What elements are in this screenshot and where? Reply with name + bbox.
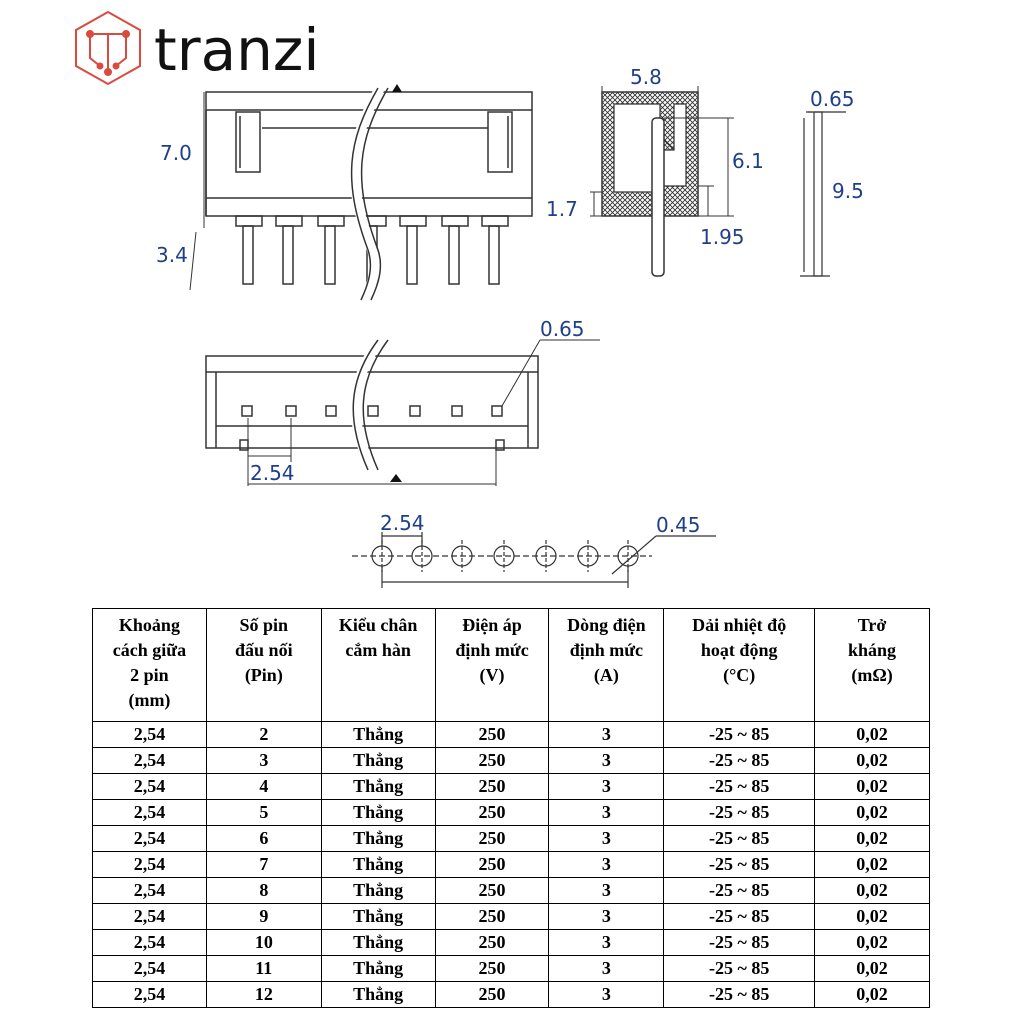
dim-side-left: 1.7 bbox=[546, 197, 578, 221]
top-view bbox=[206, 340, 538, 470]
cell-voltage: 250 bbox=[435, 800, 549, 826]
table-row bbox=[93, 982, 930, 1008]
cell-pin-type: Thẳng bbox=[321, 748, 435, 774]
cell-current: 3 bbox=[549, 748, 664, 774]
cell-temperature: -25 ~ 85 bbox=[664, 904, 815, 930]
cell-pitch: 2,54 bbox=[93, 774, 207, 800]
cell-pin-type: Thẳng bbox=[321, 774, 435, 800]
cell-pin-count: 6 bbox=[206, 826, 321, 852]
table-header-row bbox=[93, 609, 930, 722]
cell-resistance: 0,02 bbox=[815, 878, 930, 904]
cell-voltage: 250 bbox=[435, 878, 549, 904]
cell-resistance: 0,02 bbox=[815, 774, 930, 800]
table-row bbox=[93, 904, 930, 930]
dim-hole-diameter: 0.45 bbox=[656, 513, 701, 537]
cell-resistance: 0,02 bbox=[815, 930, 930, 956]
cell-pin-type: Thẳng bbox=[321, 956, 435, 982]
cell-current: 3 bbox=[549, 956, 664, 982]
cell-pin-count: 7 bbox=[206, 852, 321, 878]
header-pitch: Khoảng cách giữa 2 pin (mm) bbox=[93, 609, 207, 722]
table-row bbox=[93, 774, 930, 800]
cell-voltage: 250 bbox=[435, 956, 549, 982]
cell-pin-count: 5 bbox=[206, 800, 321, 826]
cell-current: 3 bbox=[549, 930, 664, 956]
cell-temperature: -25 ~ 85 bbox=[664, 930, 815, 956]
table-row bbox=[93, 800, 930, 826]
cell-resistance: 0,02 bbox=[815, 748, 930, 774]
cell-pitch: 2,54 bbox=[93, 982, 207, 1008]
cell-voltage: 250 bbox=[435, 774, 549, 800]
cell-current: 3 bbox=[549, 852, 664, 878]
cell-pitch: 2,54 bbox=[93, 852, 207, 878]
dim-side-height: 6.1 bbox=[732, 149, 764, 173]
cell-current: 3 bbox=[549, 722, 664, 748]
table-row bbox=[93, 748, 930, 774]
table-row bbox=[93, 826, 930, 852]
spec-table bbox=[92, 608, 930, 1008]
cell-current: 3 bbox=[549, 904, 664, 930]
cell-current: 3 bbox=[549, 774, 664, 800]
cell-pin-count: 11 bbox=[206, 956, 321, 982]
cell-temperature: -25 ~ 85 bbox=[664, 800, 815, 826]
cell-current: 3 bbox=[549, 826, 664, 852]
cell-pin-type: Thẳng bbox=[321, 982, 435, 1008]
cell-current: 3 bbox=[549, 800, 664, 826]
cell-voltage: 250 bbox=[435, 904, 549, 930]
cell-resistance: 0,02 bbox=[815, 904, 930, 930]
cell-resistance: 0,02 bbox=[815, 852, 930, 878]
side-view bbox=[602, 92, 698, 276]
cell-resistance: 0,02 bbox=[815, 722, 930, 748]
cell-temperature: -25 ~ 85 bbox=[664, 774, 815, 800]
cell-resistance: 0,02 bbox=[815, 826, 930, 852]
table-row bbox=[93, 722, 930, 748]
cell-pin-count: 4 bbox=[206, 774, 321, 800]
cell-voltage: 250 bbox=[435, 722, 549, 748]
cell-voltage: 250 bbox=[435, 748, 549, 774]
cell-voltage: 250 bbox=[435, 852, 549, 878]
dim-body-height: 7.0 bbox=[160, 141, 192, 165]
pcb-footprint bbox=[352, 532, 716, 588]
brand-name: tranzi bbox=[154, 16, 320, 84]
cell-temperature: -25 ~ 85 bbox=[664, 826, 815, 852]
cell-temperature: -25 ~ 85 bbox=[664, 956, 815, 982]
cell-temperature: -25 ~ 85 bbox=[664, 982, 815, 1008]
header-pin-type: Kiểu chân cắm hàn bbox=[321, 609, 435, 722]
cell-pin-type: Thẳng bbox=[321, 800, 435, 826]
cell-pin-type: Thẳng bbox=[321, 722, 435, 748]
cell-pin-count: 9 bbox=[206, 904, 321, 930]
cell-current: 3 bbox=[549, 982, 664, 1008]
cell-pin-type: Thẳng bbox=[321, 878, 435, 904]
header-resistance: Trở kháng (mΩ) bbox=[815, 609, 930, 722]
cell-pin-count: 10 bbox=[206, 930, 321, 956]
cell-pitch: 2,54 bbox=[93, 800, 207, 826]
cell-pin-count: 2 bbox=[206, 722, 321, 748]
dim-pitch-footprint: 2.54 bbox=[380, 511, 425, 535]
cell-voltage: 250 bbox=[435, 930, 549, 956]
dim-total-pin-height: 9.5 bbox=[832, 179, 864, 203]
cell-pin-count: 3 bbox=[206, 748, 321, 774]
cell-resistance: 0,02 bbox=[815, 956, 930, 982]
cell-pitch: 2,54 bbox=[93, 956, 207, 982]
cell-temperature: -25 ~ 85 bbox=[664, 748, 815, 774]
dim-pin-thickness: 0.65 bbox=[810, 87, 855, 111]
table-row bbox=[93, 878, 930, 904]
cell-pin-count: 8 bbox=[206, 878, 321, 904]
cell-temperature: -25 ~ 85 bbox=[664, 878, 815, 904]
cell-pitch: 2,54 bbox=[93, 722, 207, 748]
brand-logo-icon bbox=[76, 12, 140, 84]
dim-pin-length: 3.4 bbox=[156, 243, 188, 267]
dim-side-right: 1.95 bbox=[700, 225, 745, 249]
cell-pitch: 2,54 bbox=[93, 748, 207, 774]
dim-pitch-top: 2.54 bbox=[250, 461, 295, 485]
cell-resistance: 0,02 bbox=[815, 800, 930, 826]
dim-side-width: 5.8 bbox=[630, 65, 662, 89]
cell-temperature: -25 ~ 85 bbox=[664, 852, 815, 878]
cell-pin-type: Thẳng bbox=[321, 904, 435, 930]
cell-pin-count: 12 bbox=[206, 982, 321, 1008]
cell-pin-type: Thẳng bbox=[321, 826, 435, 852]
cell-temperature: -25 ~ 85 bbox=[664, 722, 815, 748]
table-row bbox=[93, 930, 930, 956]
header-current: Dòng điện định mức (A) bbox=[549, 609, 664, 722]
table-row bbox=[93, 852, 930, 878]
cell-pin-type: Thẳng bbox=[321, 852, 435, 878]
front-view bbox=[206, 88, 532, 300]
cell-pin-type: Thẳng bbox=[321, 930, 435, 956]
cell-resistance: 0,02 bbox=[815, 982, 930, 1008]
cell-voltage: 250 bbox=[435, 982, 549, 1008]
cell-pitch: 2,54 bbox=[93, 930, 207, 956]
header-temperature: Dải nhiệt độ hoạt động (°C) bbox=[664, 609, 815, 722]
table-row bbox=[93, 956, 930, 982]
cell-pitch: 2,54 bbox=[93, 826, 207, 852]
header-voltage: Điện áp định mức (V) bbox=[435, 609, 549, 722]
cell-pitch: 2,54 bbox=[93, 904, 207, 930]
cell-voltage: 250 bbox=[435, 826, 549, 852]
cell-current: 3 bbox=[549, 878, 664, 904]
dim-top-pin-size: 0.65 bbox=[540, 317, 585, 341]
header-pin-count: Số pin đấu nối (Pin) bbox=[206, 609, 321, 722]
cell-pitch: 2,54 bbox=[93, 878, 207, 904]
